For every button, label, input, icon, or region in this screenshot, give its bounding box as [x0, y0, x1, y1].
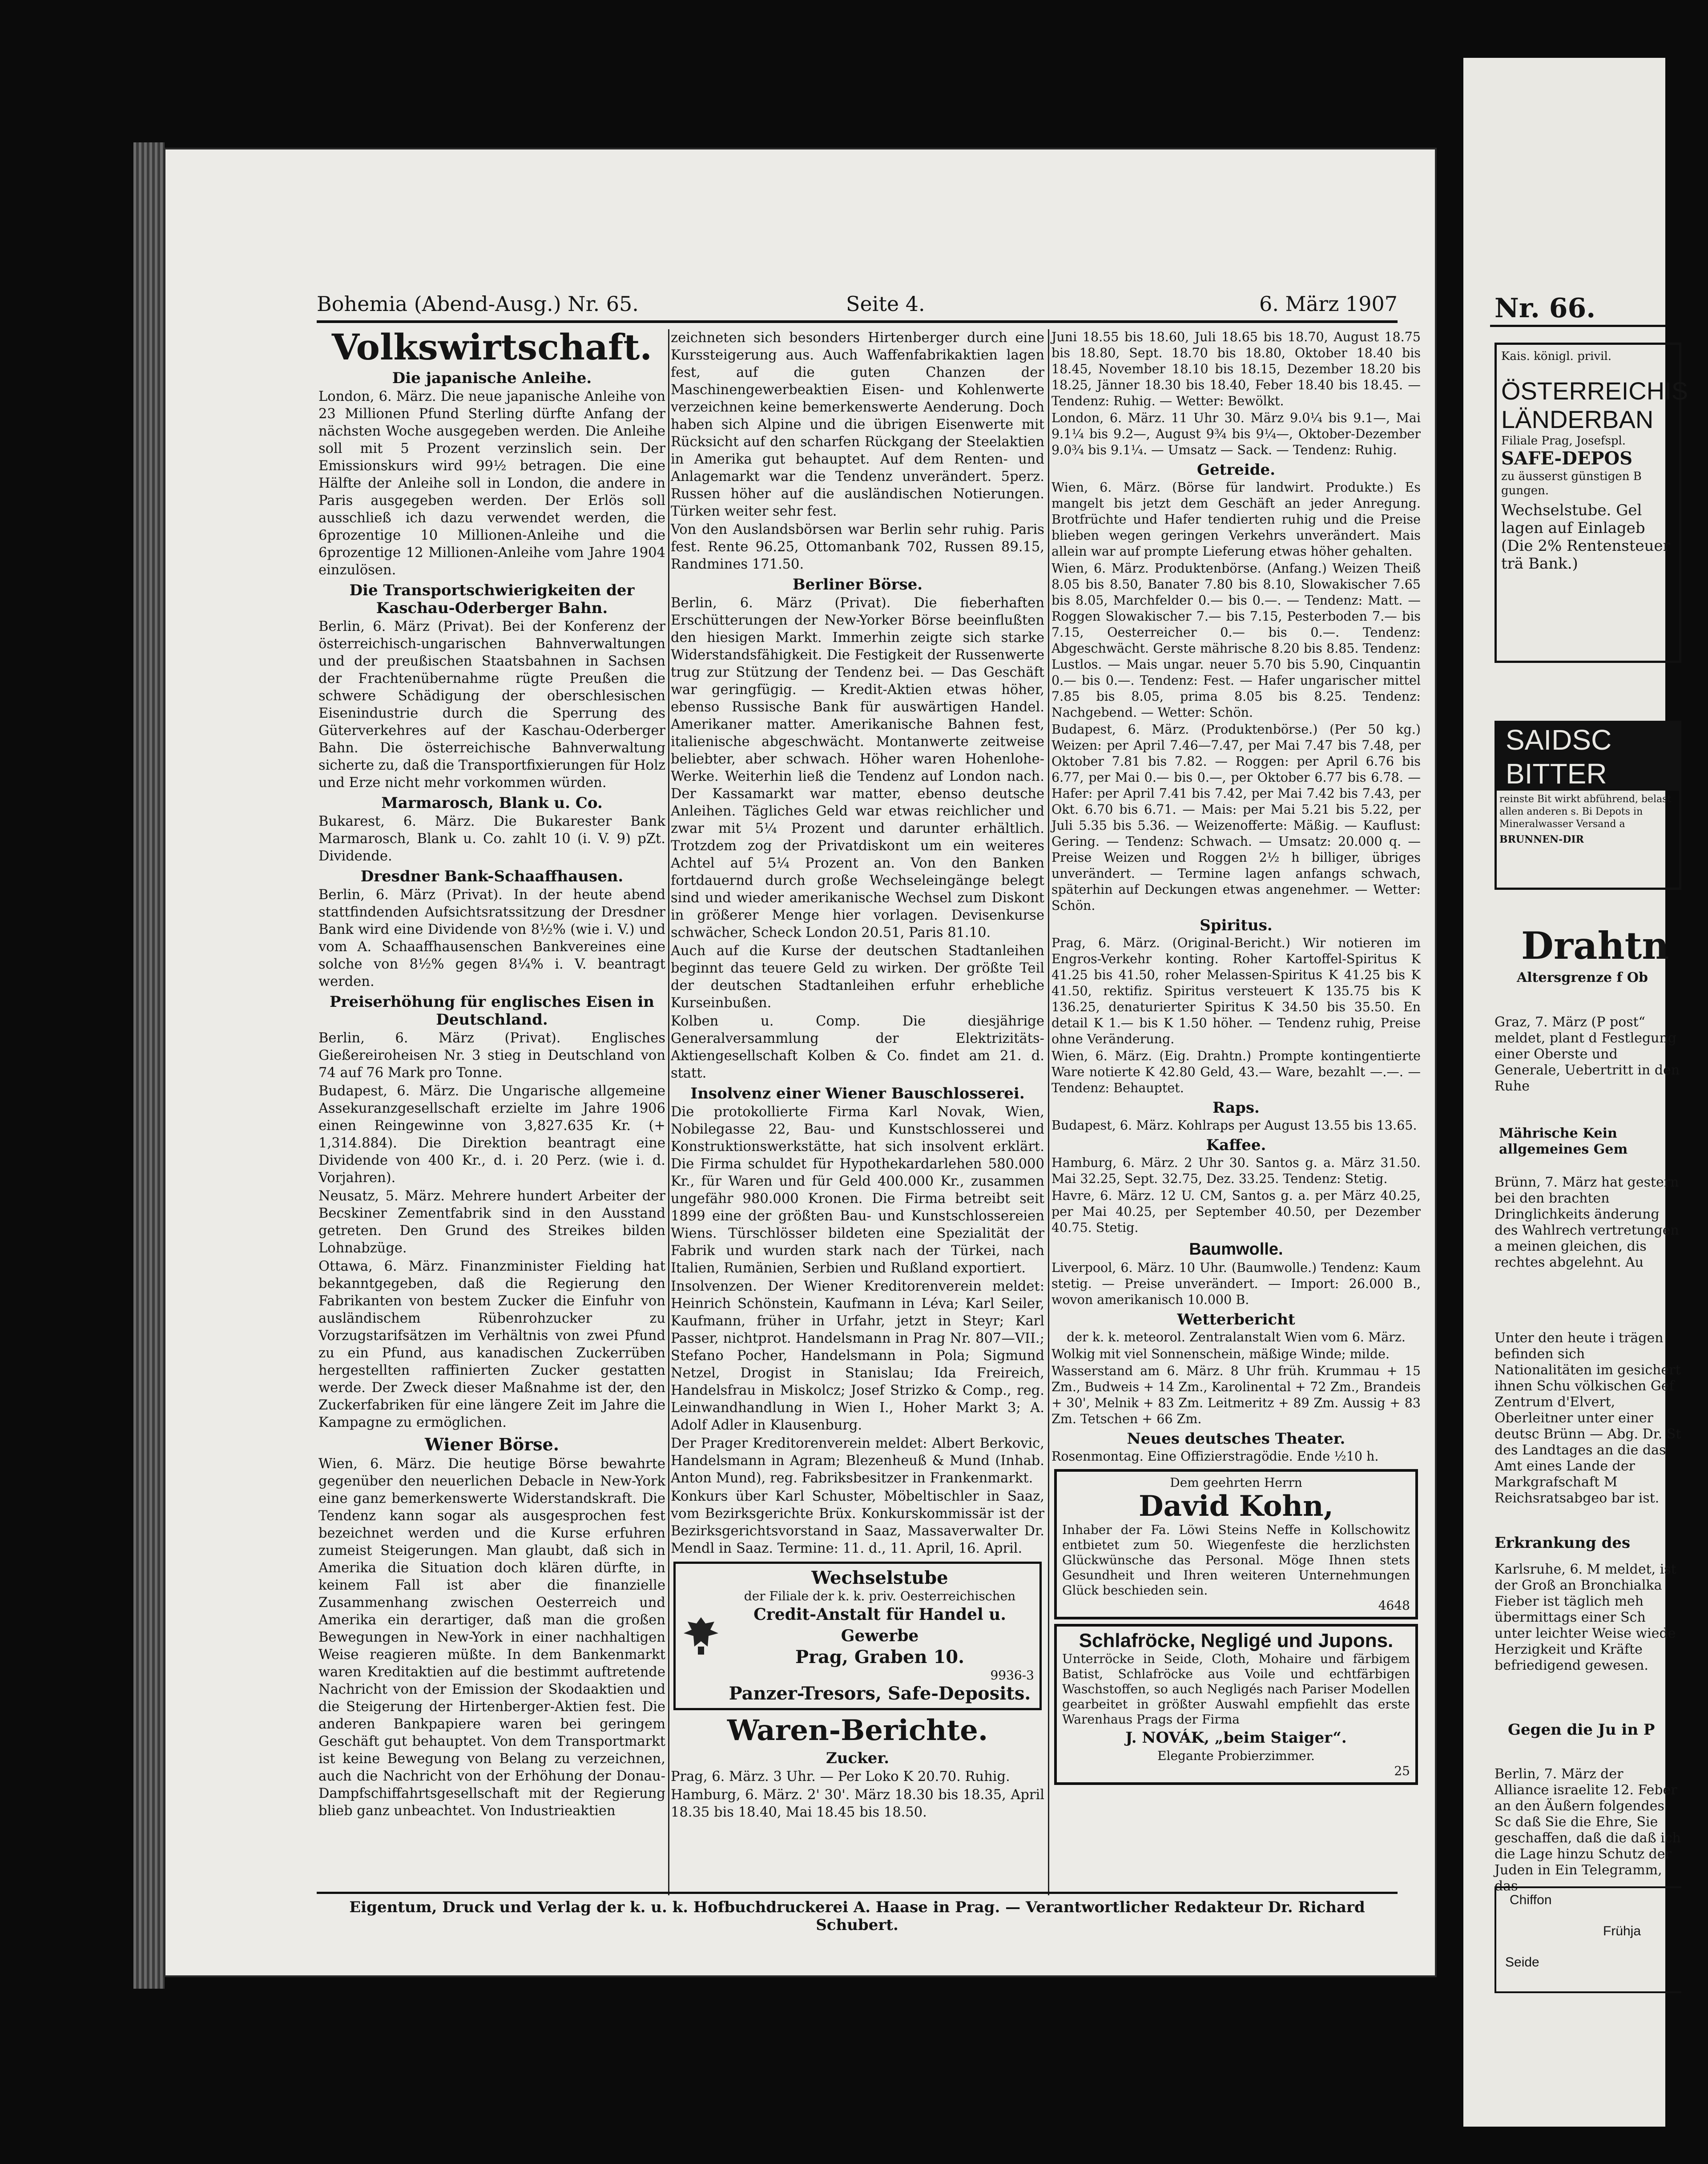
- header-rule: [317, 320, 1398, 323]
- page-footer: Eigentum, Druck und Verlag der k. u. k. Hofbuchdruckerei A. Haase in Prag. — Verantwortlicher Redakteur Dr. Richard Schubert.: [317, 1892, 1398, 1934]
- section-title: Waren-Berichte.: [727, 1714, 988, 1747]
- column-2: [671, 329, 1044, 1886]
- article-heading: Baumwolle.: [1189, 1240, 1283, 1259]
- next-text: Berlin, 7. März der Alliance israelite 12. Feber an den Äußern folgendes Sc daß Sie die Ehre, Sie geschaffen, daß die daß ich die Lage hinzu Schutz der Juden in Ein Telegramm, das: [1494, 1766, 1681, 1894]
- article-text: Konkurs über Karl Schuster, Möbeltischler in Saaz, vom Bezirksgerichte Brüx. Konkurskommissär ist der Bezirksgerichtsvorstand in Saaz, Massaverwalter Dr. Mendl in Saaz. Termine: 11. d., 11. April, 16. April.: [671, 1489, 1044, 1556]
- column-3: [1051, 329, 1421, 1886]
- page-header: [317, 292, 1398, 319]
- article-text: Prag, 6. März. 3 Uhr. — Per Loko K 20.70. Ruhig.: [671, 1769, 1010, 1784]
- bank-ad-line: zu äusserst günstigen B gungen.: [1501, 470, 1642, 497]
- article-heading: Zucker.: [826, 1749, 890, 1767]
- next-section-title: Drahtn: [1521, 924, 1669, 968]
- eagle-emblem-icon: [681, 1614, 721, 1658]
- bank-ad-line: Filiale Prag, Josefspl.: [1501, 434, 1626, 448]
- article-text: Wasserstand am 6. März. 8 Uhr früh. Krummau + 15 Zm., Budweis + 14 Zm., Karolinental + 72 Zm., Brandeis + 30', Melnik + 83 Zm. Leitmeritz + 89 Zm. Aussig + 83 Zm. Tetschen + 66 Zm.: [1051, 1364, 1421, 1426]
- article-text: Hamburg, 6. März. 2' 30'. März 18.30 bis 18.35, April 18.35 bis 18.40, Mai 18.45 bis 18.50.: [671, 1787, 1044, 1820]
- article-text: Die protokollierte Firma Karl Novak, Wien, Nobilegasse 22, Bau- und Kunstschlosserei und Konstruktionswerkstätte, hat sich insolvent erklärt. Die Firma schuldet für Hypothekardarlehen 580.000 Kr., für Waren und für Geld 400.000 Kr., zusammen ungefähr 980.000 Kronen. Die Firma betreibt seit 1899 eine der größten Bau- und Kunstschlossereien Wiens. Türschlösser bildeten eine Spezialität der Fabrik und wurden stark nach der Türkei, nach Italien, Rumänien, Serbien und Rußland exportiert.: [671, 1104, 1044, 1276]
- article-heading: Spiritus.: [1200, 916, 1273, 934]
- ad-code: 25: [1394, 1764, 1410, 1778]
- next-header-rule: [1490, 325, 1665, 327]
- article-heading: Neues deutsches Theater.: [1127, 1430, 1345, 1448]
- next-page-number: Nr. 66.: [1494, 293, 1596, 324]
- article-heading: Kaffee.: [1206, 1136, 1266, 1154]
- fabric-ad-item: Seide: [1505, 1955, 1539, 1970]
- next-heading: Mährische Kein allgemeines Gem: [1499, 1126, 1628, 1157]
- article-text: Hamburg, 6. März. 2 Uhr 30. Santos g. a. März 31.50. Mai 32.25, Sept. 32.75, Dez. 33.25. Tendenz: Stetig.: [1051, 1155, 1421, 1186]
- article-heading: Dresdner Bank-Schaaffhausen.: [360, 868, 624, 885]
- ad-name: David Kohn,: [1139, 1490, 1333, 1523]
- next-text: Unter den heute i trägen befinden sich Nationalitäten im gesichert ihnen Schu völkischen Gef Zentrum d'Elvert, Oberleitner unter einer deutsc Brünn — Abg. Dr. St des Landtages an die das Amt eines Lande der Markgrafschaft M Reichsratsabgeo bar ist.: [1494, 1330, 1681, 1506]
- article-text: Ottawa, 6. März. Finanzminister Fielding hat bekanntgegeben, daß die Regierung den Fabrikanten von bestem Zucker die Einfuhr von ausländischem Rübenrohzucker zu Vorzugstarifsätzen im Verhältnis von zwei Pfund zu ein Pfund, aus kanadischen Zuckerrüben hergestellten raffinierten Zucker gestatten werde. Der Zweck dieser Maßnahme ist der, den Zuckerfabriken für eine längere Zeit im Jahre die Kampagne zu ermöglichen.: [318, 1259, 665, 1430]
- article-text: Berlin, 6. März (Privat). In der heute abend stattfindenden Aufsichtsratssitzung der Dresdner Bank wird eine Dividende von 8½% (wie i. V.) und vom A. Schaaffhausenschen Bankvereines eine solche von 8½% gegen 8¼% i. V. beantragt werden.: [318, 887, 665, 989]
- article-heading: Getreide.: [1196, 461, 1276, 479]
- ad-code: 4648: [1378, 1598, 1410, 1613]
- article-text: zeichneten sich besonders Hirtenberger durch eine Kurssteigerung aus. Auch Waffenfabrikaktien lagen fest, auf die guten Chanzen der Maschinengewerbeaktien Eisen- und Kohlenwerte verzeichnen keine bemerkenswerte Aenderung. Doch haben sich Alpine und die übrigen Eisenwerte mit Rücksicht auf den scharfen Rückgang der Steelaktien in Amerika gut behauptet. Auf dem Renten- und Anlagemarkt war die Tendenz unverändert. 5perz. Russen höher auf die ausländischen Notierungen. Türken weiter sehr fest.: [671, 330, 1044, 519]
- article-text: Prag, 6. März. (Original-Bericht.) Wir notieren im Engros-Verkehr konting. Roher Kartoffel-Spiritus K 41.25 bis 41.50, roher Melassen-Spiritus K 41.25 bis K 41.50, rektifiz. Spiritus versteuert K 135.75 bis K 136.25, denaturierter Spiritus K 34.50 bis 35.50. En detail K 1.— bis K 1.50 höher. — Tendenz ruhig, Preise ohne Veränderung.: [1051, 936, 1421, 1046]
- bitter-ad-text: reinste Bit wirkt abführend, belast allen anderen s. Bi Depots in Mineralwasser Versand a: [1499, 794, 1672, 830]
- book-binding: [133, 142, 165, 1989]
- fabric-ad: [1494, 1886, 1681, 1993]
- fabric-ad-item: Frühja: [1603, 1924, 1641, 1938]
- ad-tagline: Elegante Probierzimmer.: [1157, 1748, 1315, 1763]
- header-center: Seite 4.: [846, 292, 925, 316]
- article-text: Der Prager Kreditorenverein meldet: Albert Berkovic, Handelsmann in Agram; Blezenheuß & Mund (Inhab. Anton Mund), reg. Fabriksbesitzer in Frankenmarkt.: [671, 1436, 1044, 1486]
- article-text: Von den Auslandsbörsen war Berlin sehr ruhig. Paris fest. Rente 96.25, Ottomanbank 702, Russen 89.15, Randmines 171.50.: [671, 522, 1044, 572]
- article-text: Insolvenzen. Der Wiener Kreditorenverein meldet: Heinrich Schönstein, Kaufmann in Léva; Karl Seiler, Kaufmann, früher in Urfahr, jetzt in Steyr; Karl Passer, nichtprot. Handelsmann in Prag Nr. 807—VII.; Stefano Pocher, Handelsmann in Pola; Sigmund Netzel, Drogist in Stanislau; Ida Freireich, Handelsfrau in Miskolcz; Josef Strizko & Comp., reg. Leinwandhandlung in Wien I., Hoher Markt 3; A. Adolf Adler in Klausenburg.: [671, 1279, 1044, 1433]
- article-text: Havre, 6. März. 12 U. CM, Santos g. a. per März 40.25, per Mai 40.25, per September 40.50, per Dezember 40.75. Stetig.: [1051, 1188, 1421, 1235]
- article-heading: Berliner Börse.: [792, 576, 923, 593]
- article-text: Bukarest, 6. März. Die Bukarester Bank Marmarosch, Blank u. Co. zahlt 10 (i. V. 9) pZt. Dividende.: [318, 814, 665, 864]
- article-heading: Raps.: [1213, 1099, 1260, 1117]
- article-text: London, 6. März. Die neue japanische Anleihe von 23 Millionen Pfund Sterling dürfte Anfang der nächsten Woche ausgegeben werden. Die Anleihe soll mit 5 Prozent verzinslich sein. Der Emissionskurs wird 99½ betragen. Die eine Hälfte der Anleihe soll in London, die andere in Paris ausgegeben werden. Der Erlös soll ausschließ ich dazu verwendet werden, die 6prozentige 10 Millionen-Anleihe und die 6prozentige 12 Millionen-Anleihe vom Jahre 1904 einzulösen.: [318, 389, 665, 578]
- column-1: [318, 324, 665, 1885]
- bank-ad-title: SAFE-DEPOS: [1501, 448, 1633, 469]
- bank-ad: [1494, 343, 1688, 663]
- fabric-ad-item: Chiffon: [1510, 1893, 1552, 1907]
- next-heading: Altersgrenze f Ob: [1517, 970, 1648, 985]
- article-heading: Marmarosch, Blank u. Co.: [381, 794, 603, 812]
- ad-line: Panzer-Tresors, Safe-Deposits.: [729, 1683, 1031, 1704]
- article-text: Auch auf die Kurse der deutschen Stadtanleihen beginnt das teuere Geld zu wirken. Der größte Teil der deutschen Stadtanleihen erfuhr erhebliche Kurseinbußen.: [671, 943, 1044, 1011]
- bank-ad-line: Wechselstube. Gel lagen auf Einlageb (Die 2% Rentensteuer trä Bank.): [1501, 501, 1670, 573]
- article-heading: Die Transportschwierigkeiten der Kaschau-Oderberger Bahn.: [349, 581, 635, 617]
- bank-ad-title: ÖSTERREICHIS: [1501, 377, 1688, 405]
- section-title: Volkswirtschaft.: [331, 326, 653, 368]
- article-heading: Preiserhöhung für englisches Eisen in Deutschland.: [330, 993, 654, 1029]
- article-text: Wien, 6. März. Die heutige Börse bewahrte gegenüber den neuerlichen Debacle in New-York eine ganz bemerkenswerte Widerstandskraft. Die Tendenz kann sogar als ausgesprochen fest bezeichnet werden und die Kurse erfuhren zumeist Steigerungen. Man glaubt, daß sich in Amerika die Situation doch klären dürfte, in keinem Fall ist aber die finanzielle Zusammenhang zwischen Oesterreich und Amerika ein derartiger, daß man die großen Bewegungen in New-York in einer nachhaltigen Weise reagieren müßte. In dem Bankenmarkt waren Kreditaktien auf die bestimmt auftretende Nachricht von der Emission der Skodaaktien und die Steigerung der Hirtenberger-Aktien fest. Die anderen Bankpapiere waren bei geringem Geschäft gut behauptet. Von dem Transportmarkt ist keine Bewegung von Belang zu verzeichnen, auch die Nachricht von der Erhöhung der Donau-Dampfschiffahrtsgesellschaft mit der Regierung blieb ganz unbeachtet. Von Industrieaktien: [318, 1456, 665, 1819]
- article-text: Budapest, 6. März. Die Ungarische allgemeine Assekuranzgesellschaft erzielte im Jahre 1906 einen Reingewinne von 3,827.635 Kr. (+ 1,314.884). Die Direktion beantragt eine Dividende von 400 Kr., d. i. 20 Perz. (wie i. d. Vorjahren).: [318, 1083, 665, 1186]
- article-text: Liverpool, 6. März. 10 Uhr. (Baumwolle.) Tendenz: Kaum stetig. — Preise unverändert. — Import: 26.000 B., wovon amerikanisch 10.000 B.: [1051, 1260, 1421, 1307]
- article-heading: Die japanische Anleihe.: [392, 369, 592, 387]
- ad-line: der Filiale der k. k. priv. Oesterreichischen: [744, 1589, 1016, 1603]
- bank-ad-title: LÄNDERBAN: [1501, 405, 1654, 433]
- next-text: Graz, 7. März (P post“ meldet, plant d Festlegung einer Oberste und Generale, Uebertritt in den Ruhe: [1494, 1014, 1680, 1094]
- article-subheading: der k. k. meteorol. Zentralanstalt Wien vom 6. März.: [1067, 1330, 1406, 1344]
- ad-title: Schlafröcke, Negligé und Jupons.: [1079, 1630, 1394, 1651]
- bitter-ad-title: BITTER: [1497, 757, 1679, 791]
- ad-text: Inhaber der Fa. Löwi Steins Neffe in Kollschowitz entbietet zum 50. Wiegenfeste die herzlichsten Glückwünsche das Personal. Möge Ihnen stets Gesundheit und Ihren weiteren Unternehmungen Glück beschieden sein.: [1062, 1522, 1410, 1598]
- ad-line: Prag, Graben 10.: [795, 1647, 965, 1667]
- ad-line: Credit-Anstalt für Handel u. Gewerbe: [753, 1605, 1006, 1645]
- article-text: Budapest, 6. März. (Produktenbörse.) (Per 50 kg.) Weizen: per April 7.46—7.47, per Mai 7.47 bis 7.48, per Oktober 7.81 bis 7.82. — Roggen: per April 6.76 bis 6.77, per Mai 0.— bis 0.—, per Oktober 6.77 bis 6.78. — Hafer: per April 7.41 bis 7.42, per Mai 7.42 bis 7.43, per Okt. 6.70 bis 6.71. — Mais: per Mai 5.21 bis 5.22, per Juli 5.35 bis 5.36. — Weizenofferte: Mäßig. — Kauflust: Gering. — Tendenz: Schwach. — Umsatz: 20.000 q. — Preise Weizen und Roggen 2½ h billiger, übriges unverändert. — Termine lagen anfangs schwach, späterhin auf Deckungen etwas angenehmer. — Wetter: Schön.: [1051, 722, 1421, 913]
- adjacent-page: [1463, 58, 1688, 2127]
- bank-ad-line: Kais. königl. privil.: [1501, 350, 1612, 363]
- ad-code: 9936-3: [990, 1668, 1034, 1683]
- article-text: Kolben u. Comp. Die diesjährige Generalversammlung der Elektrizitäts-Aktiengesellschaft Kolben & Co. findet am 21. d. statt.: [671, 1013, 1044, 1081]
- article-text: London, 6. März. 11 Uhr 30. März 9.0¼ bis 9.1—, Mai 9.1¼ bis 9.2—, August 9¾ bis 9¼—, Oktober-Dezember 9.0¾ bis 9.1¼. — Umsatz — Sack. — Tendenz: Ruhig.: [1051, 411, 1421, 457]
- next-heading: Erkrankung des: [1494, 1534, 1631, 1552]
- ad-line: Wechselstube: [811, 1567, 948, 1588]
- column-divider: [1048, 329, 1049, 1895]
- ad-firm: J. NOVÁK, „beim Staiger“.: [1125, 1729, 1347, 1747]
- article-heading: Insolvenz einer Wiener Bauschlosserei.: [690, 1085, 1025, 1102]
- article-text: Neusatz, 5. März. Mehrere hundert Arbeiter der Becskiner Zementfabrik sind in den Ausstand getreten. Den Grund des Streikes bilden Lohnabzüge.: [318, 1188, 665, 1256]
- column-divider: [668, 329, 669, 1895]
- ad-text: Unterröcke in Seide, Cloth, Mohaire und färbigem Batist, Schlafröcke aus Voile und echtfärbigen Waschstoffen, so auch Negligés nach Pariser Modellen gearbeitet in größter Auswahl empfiehlt das erste Warenhaus Prags der Firma: [1062, 1651, 1410, 1727]
- next-text: Karlsruhe, 6. M meldet, ist der Groß an Bronchialka Fieber ist täglich meh übermittags einer Sch unter leichter Weise wiede Herzigkeit und Kräfte befriedigend gewesen.: [1494, 1562, 1676, 1673]
- article-heading: Wetterbericht: [1177, 1311, 1295, 1328]
- header-left: Bohemia (Abend-Ausg.) Nr. 65.: [317, 292, 639, 316]
- ad-line: Dem geehrten Herrn: [1170, 1475, 1302, 1490]
- greeting-advertisement: [1054, 1469, 1418, 1619]
- article-heading: Wiener Börse.: [425, 1434, 559, 1454]
- article-text: Wien, 6. März. (Börse für landwirt. Produkte.) Es mangelt bis jetzt dem Geschäft an jeder Anregung. Brotfrüchte und Hafer tendierten ruhig und die Preise blieben wegen geringen Verkehrs unverändert. Mais allein war auf prompte Lieferung etwas höher gehalten.: [1051, 480, 1421, 559]
- next-heading: Gegen die Ju in P: [1508, 1721, 1655, 1739]
- article-text: Rosenmontag. Eine Offizierstragödie. Ende ½10 h.: [1051, 1449, 1379, 1464]
- article-text: Berlin, 6. März (Privat). Englisches Gießereiroheisen Nr. 3 stieg in Deutschland von 74 auf 76 Mark pro Tonne.: [318, 1030, 665, 1081]
- article-text: Wien, 6. März. (Eig. Drahtn.) Prompte kontingentierte Ware notierte K 42.80 Geld, 43.— Ware, bezahlt —.—. — Tendenz: Behauptet.: [1051, 1049, 1421, 1095]
- header-right: 6. März 1907: [1259, 292, 1398, 316]
- bank-advertisement: [673, 1562, 1042, 1710]
- article-text: Wien, 6. März. Produktenbörse. (Anfang.) Weizen Theiß 8.05 bis 8.50, Banater 7.80 bis 8.10, Slowakischer 7.65 bis 8.05, Marchfelder 0.— bis 0.—. — Tendenz: Matt. — Roggen Slowakischer 7.— bis 7.15, Pesterboden 7.— bis 7.15, Oesterreicher 0.— bis 0.—. Tendenz: Abgeschwächt. Gerste mährische 8.20 bis 8.85. Tendenz: Lustlos. — Mais ungar. neuer 5.70 bis 5.90, Cinquantin 0.— bis 0.—. Tendenz: Fest. — Hafer ungarischer mittel 7.85 bis 8.05, prima 8.05 bis 8.25. Tendenz: Nachgebend. — Wetter: Schön.: [1051, 561, 1421, 720]
- bitter-ad: [1494, 721, 1681, 890]
- next-text: Brünn, 7. März hat gestern bei den brachten Dringlichkeits änderung des Wahlrech vertretungen a meinen gleichen, dis rechtes abgelehnt. Au: [1494, 1175, 1679, 1270]
- article-text: Berlin, 6. März (Privat). Bei der Konferenz der österreichisch-ungarischen Bahnverwaltungen und der preußischen Staatsbahnen in Sachsen der Frachtenübernahme rügte Preußen die schwere Schädigung der oberschlesischen Eisenindustrie durch die Sperrung des Güterverkehres auf der Kaschau-Oderberger Bahn. Die österreichische Bahnverwaltung sicherte zu, daß die Transportfixierungen für Holz und Erze nicht mehr vorkommen würden.: [318, 619, 665, 791]
- clothing-advertisement: [1054, 1624, 1418, 1785]
- article-text: Wolkig mit viel Sonnenschein, mäßige Winde; milde.: [1051, 1347, 1390, 1361]
- article-text: Juni 18.55 bis 18.60, Juli 18.65 bis 18.70, August 18.75 bis 18.80, Sept. 18.70 bis 18.80, Oktober 18.40 bis 18.45, November 18.10 bis 18.15, Dezember 18.20 bis 18.25, Jänner 18.30 bis 18.40, Feber 18.40 bis 18.45. — Tendenz: Ruhig. — Wetter: Bewölkt.: [1051, 330, 1421, 408]
- article-text: Budapest, 6. März. Kohlraps per August 13.55 bis 13.65.: [1051, 1118, 1417, 1133]
- article-text: Berlin, 6. März (Privat). Die fieberhaften Erschütterungen der New-Yorker Börse beeinflußten den hiesigen Markt. Immerhin zeigte sich starke Widerstandsfähigkeit. Die Festigkeit der Russenwerte trug zur Stützung der Tendenz bei. — Das Geschäft war geringfügig. — Kredit-Aktien etwas höher, ebenso Russische Bank für auswärtigen Handel. Amerikaner matter. Amerikanische Bahnen fest, italienische abgeschwächt. Montanwerte zeitweise beliebter, aber schwach. Höher waren Hohenlohe-Werke. Weiterhin ließ die Tendenz auf London nach. Der Kassamarkt war matter, ebenso deutsche Anleihen. Tägliches Geld war etwas reichlicher und zwar mit 5¼ Prozent und darunter erhältlich. Trotzdem zog der Privatdiskont um ein weiteres Achtel auf 5¼ Prozent an. Von den Banken fortdauernd durch große Wechseleingänge belegt sind und wieder amerikanische Wechsel zum Diskont in größerer Menge hier vorlagen. Devisenkurse schwächer, Scheck London 20.51, Paris 81.10.: [671, 595, 1044, 941]
- bitter-ad-title: SAIDSC: [1497, 723, 1679, 757]
- bitter-ad-line: BRUNNEN-DIR: [1499, 834, 1584, 845]
